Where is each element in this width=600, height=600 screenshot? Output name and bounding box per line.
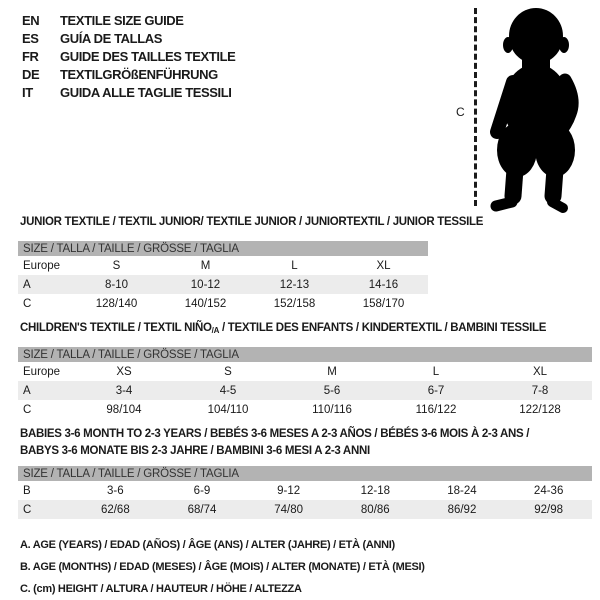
cell: 8-10 bbox=[72, 275, 161, 294]
cell: 4-5 bbox=[176, 381, 280, 400]
cell: 74/80 bbox=[245, 500, 332, 519]
cell: 6-7 bbox=[384, 381, 488, 400]
cell: L bbox=[432, 365, 440, 378]
cell: 86/92 bbox=[419, 500, 506, 519]
lang-row-en bbox=[22, 11, 235, 29]
row-label: Europe bbox=[23, 365, 61, 378]
size-header: SIZE / TALLA / TAILLE / GRÖSSE / TAGLIA bbox=[18, 241, 428, 256]
size-header-row bbox=[18, 241, 428, 256]
cell: 10-12 bbox=[161, 275, 250, 294]
row-label: A bbox=[18, 381, 72, 400]
cell: 62/68 bbox=[72, 500, 159, 519]
row-label: C bbox=[23, 297, 32, 310]
babies-title-line1: BABIES 3-6 MONTH TO 2-3 YEARS / BEBÉS 3-6 MESES A 2-3 AÑOS / BÉBÉS 3-6 MOIS À 2-3 ANS / bbox=[20, 428, 530, 440]
cell: 128/140 bbox=[95, 297, 138, 310]
table-row-age bbox=[18, 381, 592, 400]
cell: 98/104 bbox=[106, 403, 142, 416]
cell: XL bbox=[376, 259, 391, 272]
lang-title: TEXTILGRÖßENFÜHRUNG bbox=[60, 66, 218, 82]
cell: 7-8 bbox=[488, 381, 592, 400]
title-subscript: /A bbox=[211, 326, 220, 335]
lang-row-it bbox=[22, 83, 235, 101]
cell: 5-6 bbox=[280, 381, 384, 400]
cell: L bbox=[291, 259, 298, 272]
table-row-height bbox=[18, 400, 592, 419]
cell: 110/116 bbox=[312, 403, 352, 416]
cell: 68/74 bbox=[159, 500, 246, 519]
cell: 3-6 bbox=[107, 484, 124, 497]
row-label: C bbox=[23, 403, 32, 416]
babies-size-table bbox=[18, 466, 592, 519]
table-row-age bbox=[18, 275, 428, 294]
lang-title: GUIDA ALLE TAGLIE TESSILI bbox=[60, 84, 232, 100]
cell: 80/86 bbox=[332, 500, 419, 519]
junior-size-table bbox=[18, 241, 428, 313]
lang-title: GUIDE DES TAILLES TEXTILE bbox=[60, 48, 236, 64]
cell: S bbox=[112, 259, 121, 272]
note-height-cm: C. (cm) HEIGHT / ALTURA / HAUTEUR / HÖHE / ALTEZZA bbox=[20, 583, 302, 595]
size-header: SIZE / TALLA / TAILLE / GRÖSSE / TAGLIA bbox=[18, 347, 592, 362]
lang-code: ES bbox=[22, 30, 39, 46]
table-row-europe bbox=[18, 256, 428, 275]
cell: 24-36 bbox=[533, 484, 564, 497]
note-age-months: B. AGE (MONTHS) / EDAD (MESES) / ÂGE (MOIS) / ALTER (MONATE) / ETÀ (MESI) bbox=[20, 561, 425, 573]
lang-title: GUÍA DE TALLAS bbox=[60, 30, 163, 46]
legend-notes bbox=[20, 534, 425, 600]
row-label: A bbox=[18, 275, 72, 294]
children-section-title bbox=[20, 322, 546, 335]
cell: 9-12 bbox=[277, 484, 301, 497]
lang-code: DE bbox=[22, 66, 40, 82]
table-row-europe bbox=[18, 362, 592, 381]
lang-title: TEXTILE SIZE GUIDE bbox=[60, 12, 184, 28]
note-age-years: A. AGE (YEARS) / EDAD (AÑOS) / ÂGE (ANS) / ALTER (JAHRE) / ETÀ (ANNI) bbox=[20, 539, 395, 551]
lang-row-es bbox=[22, 29, 235, 47]
row-label: Europe bbox=[23, 259, 61, 272]
table-row-height bbox=[18, 294, 428, 313]
cell: XS bbox=[116, 365, 132, 378]
cell: 104/110 bbox=[207, 403, 249, 416]
cell: M bbox=[327, 365, 337, 378]
baby-silhouette-icon bbox=[470, 4, 592, 216]
cell: 18-24 bbox=[447, 484, 477, 497]
cell: 140/152 bbox=[184, 297, 227, 310]
lang-row-fr bbox=[22, 47, 235, 65]
table-row-months bbox=[18, 481, 592, 500]
babies-section-title bbox=[20, 426, 529, 460]
lang-code: IT bbox=[22, 84, 33, 100]
title-part: / TEXTILE DES ENFANTS / KINDERTEXTIL / BAMBINI TESSILE bbox=[219, 322, 547, 334]
cell: 122/128 bbox=[519, 403, 561, 416]
babies-title-line2: BABYS 3-6 MONATE BIS 2-3 JAHRE / BAMBINI 3-6 MESI A 2-3 ANNI bbox=[20, 445, 370, 457]
cell: 152/158 bbox=[273, 297, 316, 310]
size-header-row bbox=[18, 466, 592, 481]
cell: 14-16 bbox=[339, 275, 428, 294]
junior-section-title: JUNIOR TEXTILE / TEXTIL JUNIOR/ TEXTILE JUNIOR / JUNIORTEXTIL / JUNIOR TESSILE bbox=[20, 216, 484, 228]
height-measure-label: C bbox=[456, 105, 465, 119]
title-part: CHILDREN'S TEXTILE / TEXTIL NIÑO bbox=[20, 322, 212, 334]
cell: 116/122 bbox=[415, 403, 457, 416]
lang-code: EN bbox=[22, 12, 40, 28]
cell: 12-13 bbox=[250, 275, 339, 294]
cell: M bbox=[200, 259, 211, 272]
cell: S bbox=[224, 365, 232, 378]
size-header-row bbox=[18, 347, 592, 362]
cell: XL bbox=[532, 365, 548, 378]
cell: 3-4 bbox=[72, 381, 176, 400]
row-label: C bbox=[18, 500, 72, 519]
cell: 6-9 bbox=[193, 484, 211, 497]
lang-code: FR bbox=[22, 48, 39, 64]
cell: 12-18 bbox=[360, 484, 390, 497]
row-label: B bbox=[23, 484, 31, 497]
cell: 92/98 bbox=[505, 500, 592, 519]
table-row-height bbox=[18, 500, 592, 519]
lang-row-de bbox=[22, 65, 235, 83]
cell: 158/170 bbox=[362, 297, 405, 310]
language-title-block bbox=[22, 11, 235, 101]
children-size-table bbox=[18, 347, 592, 419]
size-header: SIZE / TALLA / TAILLE / GRÖSSE / TAGLIA bbox=[18, 466, 592, 481]
